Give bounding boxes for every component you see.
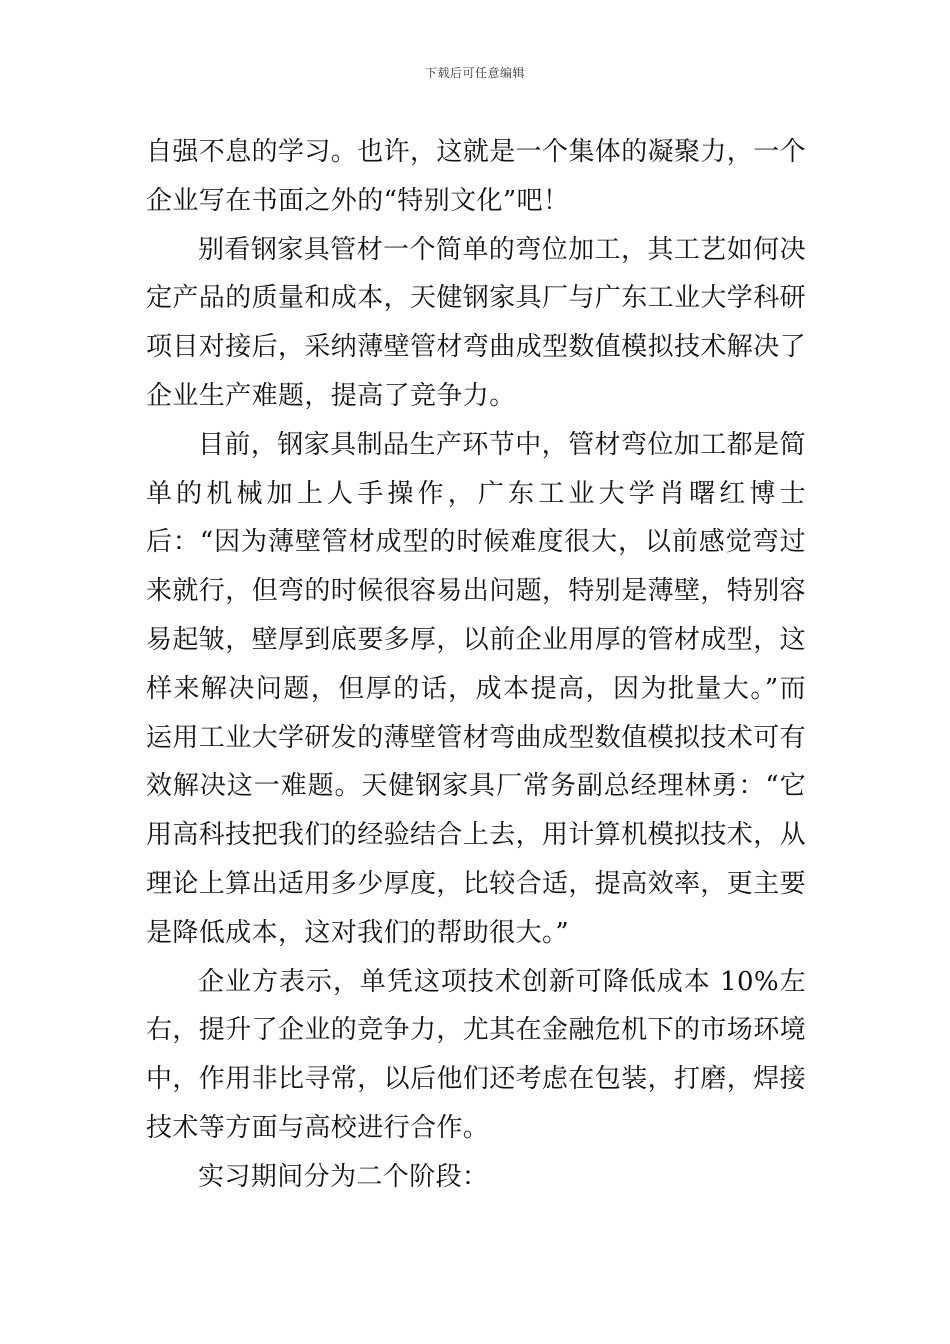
paragraph: 目前，钢家具制品生产环节中，管材弯位加工都是简单的机械加上人手操作，广东工业大学肖曙红博士后：“因为薄壁管材成型的时候难度很大，以前感觉弯过来就行，但弯的时候很容易出问题，特别是薄壁，特别容易起皱，壁厚到底要多厚，以前企业用厚的管材成型，这样来解决问题，但厚的话，成本提高，因为批量大。”而运用工业大学研发的薄壁管材弯曲成型数值模拟技术可有效解决这一难题。天健钢家具厂常务副总经理林勇：“它用高科技把我们的经验结合上去，用计算机模拟技术，从理论上算出适用多少厚度，比较合适，提高效率，更主要是降低成本，这对我们的帮助很大。” (146, 429, 807, 948)
paragraph: 别看钢家具管材一个简单的弯位加工，其工艺如何决定产品的质量和成本，天健钢家具厂与广东工业大学科研项目对接后，采纳薄壁管材弯曲成型数值模拟技术解决了企业生产难题，提高了竞争力。 (146, 234, 807, 411)
body-text (146, 128, 806, 1202)
header-note: 下载后可任意编辑 (424, 66, 525, 80)
paragraph: 实习期间分为二个阶段： (198, 1161, 489, 1192)
paragraph: 自强不息的学习。也许，这就是一个集体的凝聚力，一个企业写在书面之外的“特别文化”吧！ (146, 137, 807, 216)
paragraph: 企业方表示，单凭这项技术创新可降低成本 10%左右，提升了企业的竞争力，尤其在金融危机下的市场环境中，作用非比寻常，以后他们还考虑在包装，打磨，焊接技术等方面与高校进行合作。 (146, 966, 807, 1143)
